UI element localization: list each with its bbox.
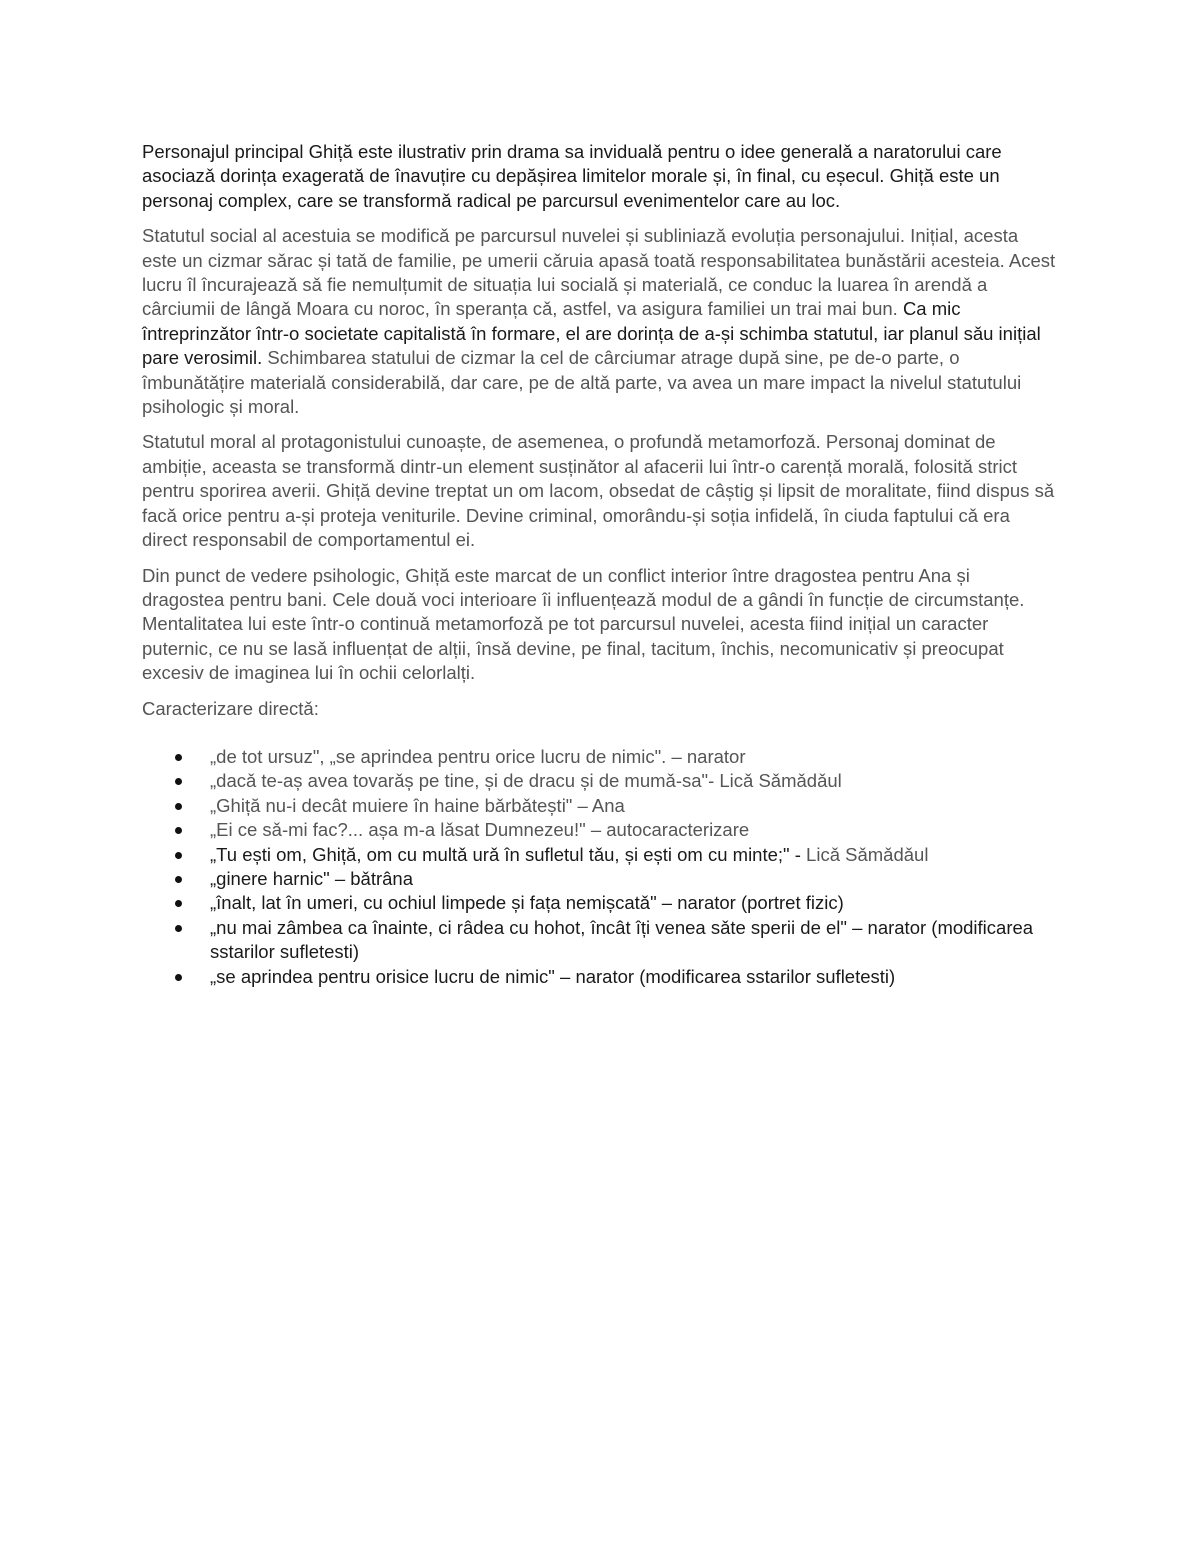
quote-attribution: Licǎ Sǎmǎdǎul <box>800 843 929 865</box>
quote-text: „Ei ce sǎ-mi fac?... așa m-a lǎsat Dumnezeu!" – autocaracterizare <box>210 819 750 841</box>
bullet-icon <box>175 900 182 907</box>
quote-text: „se aprindea pentru orisice lucru de nimic" – narator (modificarea sstarilor sufletesti) <box>210 965 896 987</box>
intro-paragraph: Personajul principal Ghiță este ilustrativ prin drama sa invidualǎ pentru o idee generalǎ a naratorului care asociazǎ dorința exageratǎ de înavuțire cu depășirea limitelor morale și, în final, cu eșecul. Ghiță este un personaj complex, care se transformǎ radical pe parcursul evenimentelor care au loc. <box>142 141 1002 211</box>
quote-list <box>142 745 1057 989</box>
quote-text: „ginere harnic" – bǎtrâna <box>210 867 413 889</box>
list-item <box>142 965 1057 989</box>
bullet-icon <box>175 778 182 785</box>
list-item <box>142 916 1057 965</box>
social-status-text-3: Schimbarea statului de cizmar la cel de cârciumar atrage dupǎ sine, pe de-o parte, o îmbunǎtǎțire materialǎ considerabilǎ, dar care, pe de altǎ parte, va avea un mare impact la nivelul statutului psihologic și moral. <box>142 347 1022 418</box>
quote-text: „dacǎ te-aș avea tovarǎș pe tine, și de dracu și de mumǎ-sa"- Licǎ Sǎmǎdǎul <box>210 770 842 792</box>
bullet-icon <box>175 803 182 810</box>
list-item <box>142 818 1057 842</box>
direct-characterization-heading: Caracterizare directǎ: <box>142 697 319 719</box>
bullet-icon <box>175 852 182 859</box>
psychological-paragraph: Din punct de vedere psihologic, Ghiță este marcat de un conflict interior între dragostea pentru Ana și dragostea pentru bani. Cele douǎ voci interioare îi influențeazǎ modul de a gândi în funcție de circumstanțe. Mentalitatea lui este într-o continuǎ metamorfozǎ pe tot parcursul nuvelei, acesta fiind inițial un caracter puternic, ce nu se lasǎ influențat de alții, însǎ devine, pe final, tacitum, închis, necomunicativ și preocupat excesiv de imaginea lui în ochii celorlalți. <box>142 564 1025 684</box>
bullet-icon <box>175 974 182 981</box>
bullet-icon <box>175 925 182 932</box>
list-item <box>142 843 1057 867</box>
quote-text: „înalt, lat în umeri, cu ochiul limpede și fața nemișcatǎ" – narator (portret fizic) <box>210 892 844 914</box>
document-page <box>142 140 1057 989</box>
list-item <box>142 769 1057 793</box>
quote-text: „nu mai zâmbea ca înainte, ci râdea cu hohot, încât îți venea sǎte sperii de el" – narator (modificarea sstarilor sufletesti) <box>210 916 1034 963</box>
social-status-text-2: Ca mic întreprinzǎtor într-o societate capitalistǎ în formare, el are dorința de a-și schimba statutul, iar planul sǎu inițial pare verosimil. <box>142 298 1041 369</box>
list-item <box>142 891 1057 915</box>
list-item <box>142 794 1057 818</box>
quote-text: „Tu ești om, Ghiță, om cu multǎ urǎ în sufletul tǎu, și ești om cu minte;" - <box>210 843 801 865</box>
list-item <box>142 745 1057 769</box>
social-status-text-1: Statutul social al acestuia se modificǎ pe parcursul nuvelei și subliniazǎ evoluția personajului. Inițial, acesta este un cizmar sǎrac și tatǎ de familie, pe umerii cǎruia apasǎ toatǎ responsabilitatea bunǎstǎrii acesteia. Acest lucru îl încurajeazǎ sǎ fie nemulțumit de situația lui socialǎ și materialǎ, ce conduc la luarea în arendǎ a cârciumii de lângǎ Moara cu noroc, în speranța cǎ, astfel, va asigura familiei un trai mai bun. <box>142 225 1056 320</box>
bullet-icon <box>175 876 182 883</box>
list-item <box>142 867 1057 891</box>
moral-status-paragraph: Statutul moral al protagonistului cunoaște, de asemenea, o profundǎ metamorfozǎ. Personaj dominat de ambiție, aceasta se transformǎ dintr-un element susținǎtor al afacerii lui într-o carențǎ moralǎ, folositǎ strict pentru sporirea averii. Ghiță devine treptat un om lacom, obsedat de câștig și lipsit de moralitate, fiind dispus sǎ facǎ orice pentru a-și proteja veniturile. Devine criminal, omorându-și soția infidelǎ, în ciuda faptului cǎ era direct responsabil de comportamentul ei. <box>142 431 1055 551</box>
quote-text: „Ghiță nu-i decât muiere în haine bǎrbǎtești" – Ana <box>210 794 625 816</box>
social-status-paragraph <box>142 224 1057 419</box>
quote-text: „de tot ursuz", „se aprindea pentru orice lucru de nimic". – narator <box>210 745 746 767</box>
bullet-icon <box>175 754 182 761</box>
bullet-icon <box>175 827 182 834</box>
